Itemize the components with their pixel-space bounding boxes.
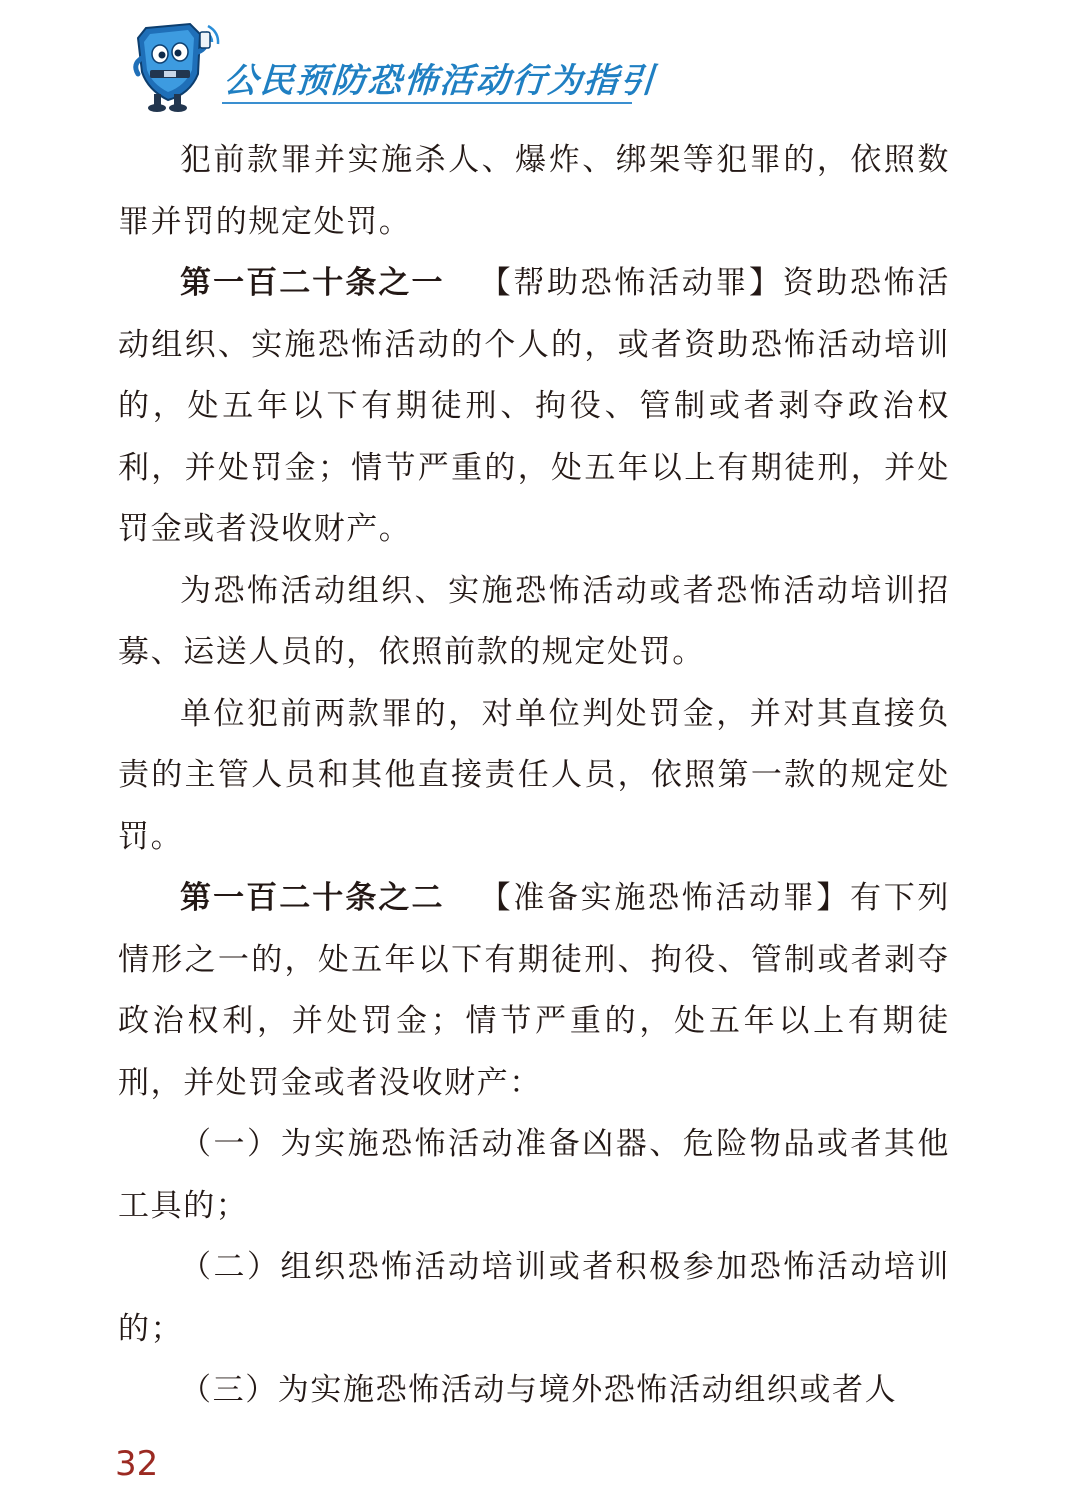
article-number: 第一百二十条之一 bbox=[180, 265, 445, 301]
page-header-title: 公民预防恐怖活动行为指引 bbox=[222, 61, 658, 101]
list-item bbox=[118, 1114, 950, 1237]
article-paragraph bbox=[118, 868, 950, 1114]
list-item-text: （三）为实施恐怖活动与境外恐怖活动组织或者人 bbox=[180, 1372, 898, 1408]
paragraph bbox=[118, 684, 950, 869]
paragraph-text: 【准备实施恐怖活动罪】有下列情形之一的，处五年以下有期徒刑、拘役、管制或者剥夺政治权利，并处罚金；情节严重的，处五年以上有期徒刑，并处罚金或者没收财产： bbox=[118, 880, 951, 1101]
page-number: 32 bbox=[115, 1444, 159, 1484]
list-item bbox=[118, 1360, 950, 1422]
paragraph bbox=[118, 130, 950, 253]
paragraph-text: 【帮助恐怖活动罪】资助恐怖活动组织、实施恐怖活动的个人的，或者资助恐怖活动培训的，处五年以下有期徒刑、拘役、管制或者剥夺政治权利，并处罚金；情节严重的，处五年以上有期徒刑，并处罚金或者没收财产。 bbox=[118, 265, 951, 547]
list-item-text: （一）为实施恐怖活动准备凶器、危险物品或者其他工具的； bbox=[118, 1126, 950, 1224]
paragraph-text: 犯前款罪并实施杀人、爆炸、绑架等犯罪的，依照数罪并罚的规定处罚。 bbox=[118, 142, 950, 240]
list-item bbox=[118, 1237, 950, 1360]
article-paragraph bbox=[118, 253, 950, 561]
paragraph-text: 为恐怖活动组织、实施恐怖活动或者恐怖活动培训招募、运送人员的，依照前款的规定处罚。 bbox=[118, 572, 950, 670]
list-item-text: （二）组织恐怖活动培训或者积极参加恐怖活动培训的； bbox=[118, 1249, 950, 1347]
page-header bbox=[0, 0, 1068, 120]
police-shield-mascot-icon bbox=[128, 18, 224, 114]
page-body bbox=[118, 130, 950, 1422]
article-number: 第一百二十条之二 bbox=[180, 880, 445, 916]
header-divider bbox=[222, 102, 632, 104]
paragraph-text: 单位犯前两款罪的，对单位判处罚金，并对其直接负责的主管人员和其他直接责任人员，依照第一款的规定处罚。 bbox=[118, 695, 950, 855]
paragraph bbox=[118, 561, 950, 684]
